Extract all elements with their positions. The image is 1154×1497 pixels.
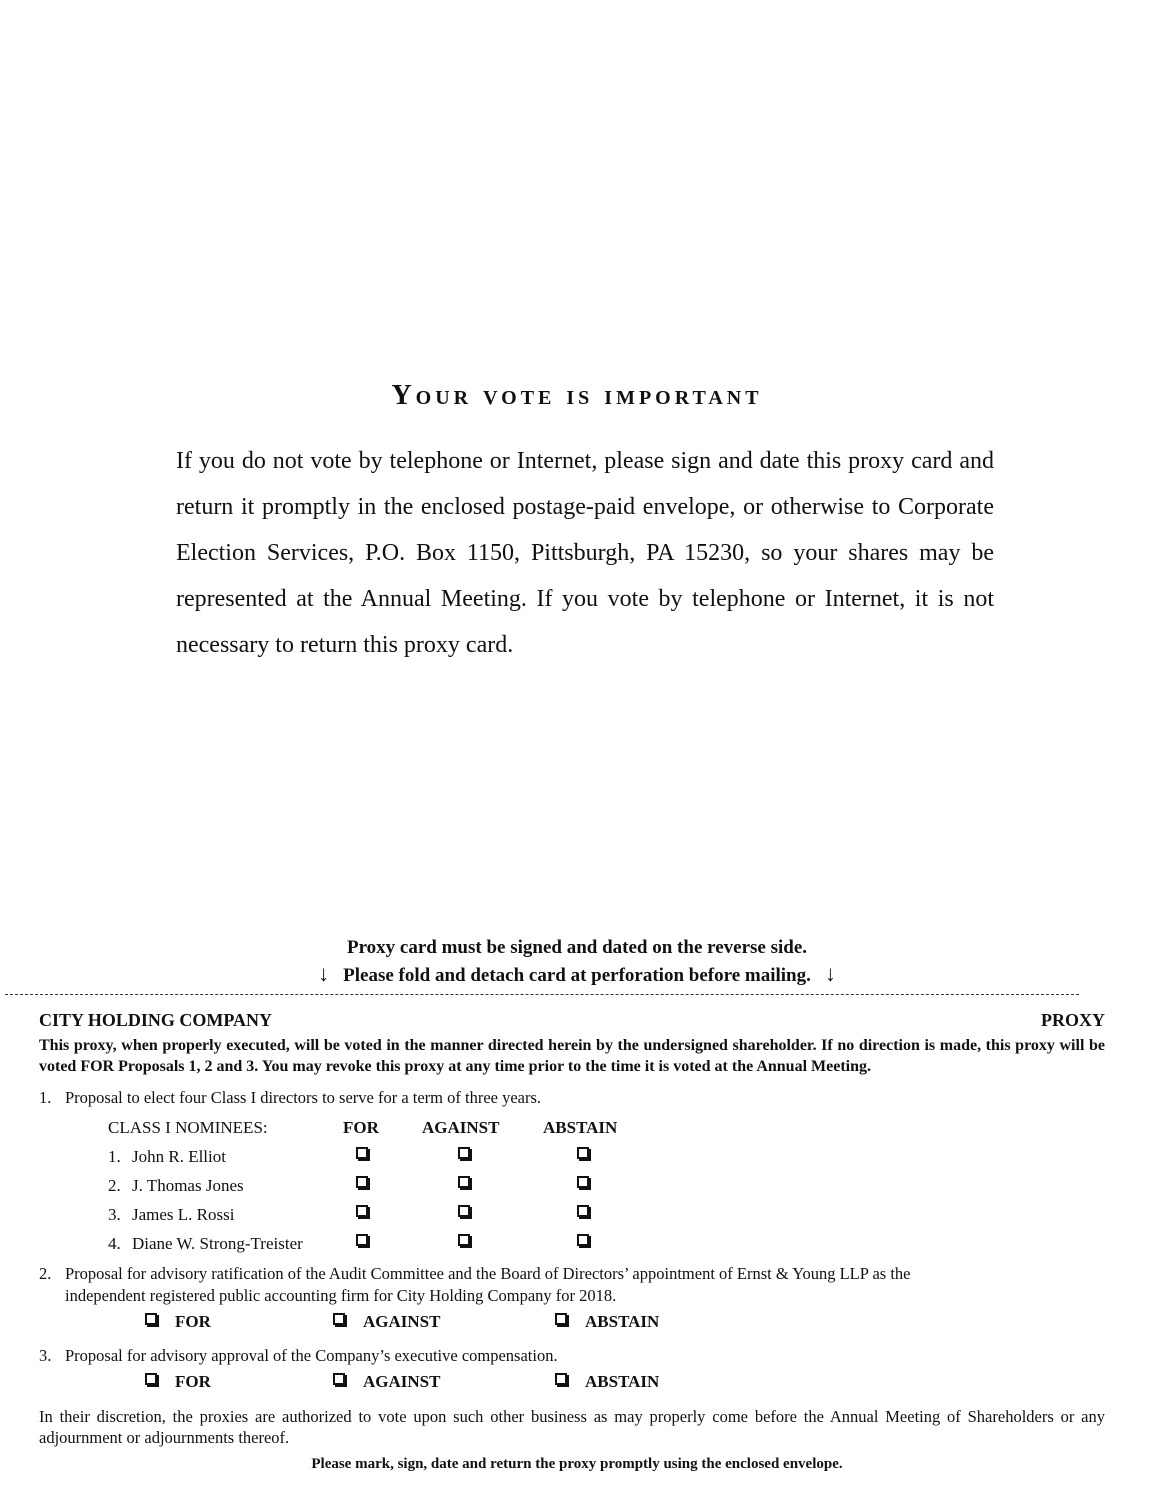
nominee-number: 4. <box>108 1234 121 1253</box>
nominee-4-abstain-checkbox[interactable] <box>577 1234 589 1246</box>
proposal-1 <box>39 1087 1105 1109</box>
perforation-line <box>5 994 1079 995</box>
proposal-3-against-label: AGAINST <box>363 1372 441 1391</box>
nominee-4-against-checkbox[interactable] <box>458 1234 470 1246</box>
down-arrow-icon: ↓ <box>824 961 836 986</box>
proposal-3-for-checkbox[interactable] <box>145 1373 157 1385</box>
nominees-label: CLASS I NOMINEES: <box>108 1118 268 1137</box>
nominee-name: James L. Rossi <box>132 1205 235 1224</box>
nominee-number: 1. <box>108 1147 121 1166</box>
nominee-2-abstain-checkbox[interactable] <box>577 1176 589 1188</box>
proxy-description: This proxy, when properly executed, will be voted in the manner directed herein by the undersigned shareholder. If no direction is made, this proxy will be voted FOR Proposals 1, 2 and 3. You may revoke this proxy at any time prior to the time it is voted at the Annual Meeting. <box>39 1037 1105 1075</box>
proposal-1-number: 1. <box>39 1088 52 1107</box>
down-arrow-icon: ↓ <box>318 961 330 986</box>
proposal-3-text: Proposal for advisory approval of the Company’s executive compensation. <box>65 1346 558 1365</box>
page-headline: Your vote is important <box>391 380 763 411</box>
nominee-2-against-checkbox[interactable] <box>458 1176 470 1188</box>
fold-instruction-1: Proxy card must be signed and dated on the reverse side. <box>346 937 808 958</box>
proposal-2-for-label: FOR <box>175 1312 211 1331</box>
column-header-against: AGAINST <box>422 1118 500 1137</box>
proposal-2-text-line1: Proposal for advisory ratification of the Audit Committee and the Board of Directors’ appointment of Ernst & Young LLP as the <box>65 1264 911 1283</box>
footer-note: Please mark, sign, date and return the proxy promptly using the enclosed envelope. <box>311 1456 843 1472</box>
proposal-2-against-checkbox[interactable] <box>333 1313 345 1325</box>
nominee-row <box>108 1205 234 1225</box>
proposal-3-number: 3. <box>39 1346 52 1365</box>
nominee-number: 2. <box>108 1176 121 1195</box>
nominee-3-for-checkbox[interactable] <box>356 1205 368 1217</box>
column-header-abstain: ABSTAIN <box>543 1118 618 1137</box>
nominee-row <box>108 1147 226 1167</box>
proposal-2-number: 2. <box>39 1264 52 1283</box>
nominee-3-abstain-checkbox[interactable] <box>577 1205 589 1217</box>
proposal-3 <box>39 1345 1105 1367</box>
company-name: CITY HOLDING COMPANY <box>39 1010 272 1030</box>
column-header-for: FOR <box>343 1118 379 1137</box>
nominee-row <box>108 1176 244 1196</box>
nominee-name: John R. Elliot <box>132 1147 226 1166</box>
nominee-1-against-checkbox[interactable] <box>458 1147 470 1159</box>
proposal-3-abstain-checkbox[interactable] <box>555 1373 567 1385</box>
proxy-label: PROXY <box>1041 1010 1105 1030</box>
fold-instruction-2 <box>0 961 1154 987</box>
nominee-row <box>108 1234 303 1254</box>
proposal-3-abstain-label: ABSTAIN <box>585 1372 660 1391</box>
nominee-number: 3. <box>108 1205 121 1224</box>
intro-paragraph: If you do not vote by telephone or Internet, please sign and date this proxy card and return it promptly in the enclosed postage-paid envelope, or otherwise to Corporate Election Services, P.O. Box 1150, Pittsburgh, PA 15230, so your shares may be represented at the Annual Meeting. If you vote by telephone or Internet, it is not necessary to return this proxy card. <box>176 448 994 658</box>
nominee-1-abstain-checkbox[interactable] <box>577 1147 589 1159</box>
nominee-2-for-checkbox[interactable] <box>356 1176 368 1188</box>
proposal-2-text-line2: independent registered public accounting firm for City Holding Company for 2018. <box>65 1286 617 1305</box>
proposal-2-abstain-checkbox[interactable] <box>555 1313 567 1325</box>
proposal-2-for-checkbox[interactable] <box>145 1313 157 1325</box>
nominee-4-for-checkbox[interactable] <box>356 1234 368 1246</box>
proposal-3-against-checkbox[interactable] <box>333 1373 345 1385</box>
nominee-name: Diane W. Strong-Treister <box>132 1234 303 1253</box>
nominee-1-for-checkbox[interactable] <box>356 1147 368 1159</box>
nominee-name: J. Thomas Jones <box>132 1176 244 1195</box>
proposal-2-abstain-label: ABSTAIN <box>585 1312 660 1331</box>
fold-instruction-2-text: Please fold and detach card at perforation before mailing. <box>343 965 811 986</box>
proposal-3-for-label: FOR <box>175 1372 211 1391</box>
proposal-2-against-label: AGAINST <box>363 1312 441 1331</box>
discretion-paragraph: In their discretion, the proxies are authorized to vote upon such other business as may properly come before the Annual Meeting of Shareholders or any adjournment or adjournments thereof. <box>39 1407 1105 1447</box>
proposal-2 <box>39 1263 1105 1307</box>
proposal-1-text: Proposal to elect four Class I directors to serve for a term of three years. <box>65 1088 542 1107</box>
nominee-3-against-checkbox[interactable] <box>458 1205 470 1217</box>
